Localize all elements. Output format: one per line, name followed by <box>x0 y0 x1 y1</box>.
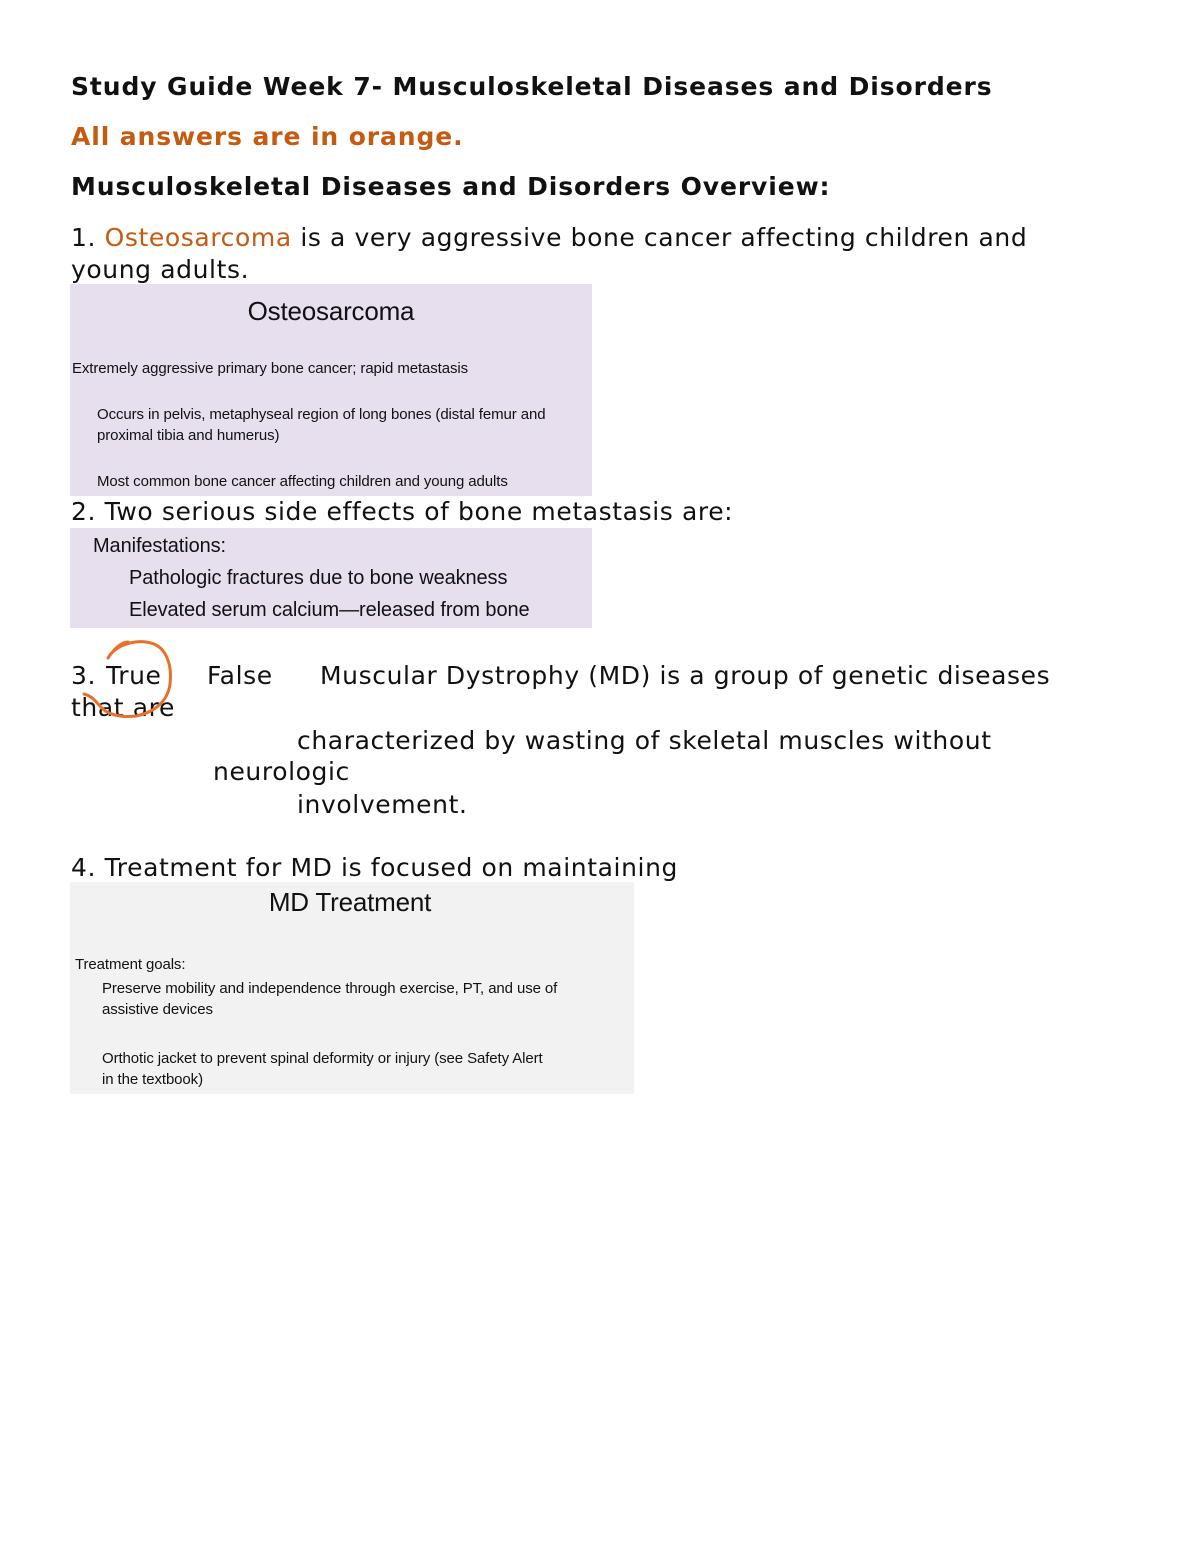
slide-bullet-cont: in the textbook) <box>102 1071 203 1088</box>
question-1-answer: Osteosarcoma <box>104 223 292 252</box>
slide-title: MD Treatment <box>268 887 432 917</box>
slide-bullet: Preserve mobility and independence through exercise, PT, and use of <box>102 980 558 997</box>
slide-bullet-cont: assistive devices <box>102 1001 213 1018</box>
question-3-text-cont: characterized by wasting of skeletal muscles without <box>297 726 992 755</box>
question-1-number: 1. <box>71 223 105 252</box>
slide-bullet-cont: proximal tibia and humerus) <box>97 427 280 444</box>
answers-note: All answers are in orange. <box>71 122 464 151</box>
false-option: False <box>207 661 273 690</box>
question-3-text-cont: involvement. <box>297 790 468 819</box>
slide-manifestations <box>70 528 592 628</box>
document-title: Study Guide Week 7- Musculoskeletal Diseases and Disorders <box>71 72 993 101</box>
slide-bullet: Most common bone cancer affecting children and young adults <box>97 473 508 490</box>
question-1-text: is a very aggressive bone cancer affecting children and <box>291 223 1028 252</box>
slide-line: Extremely aggressive primary bone cancer; rapid metastasis <box>72 360 469 377</box>
slide-heading: Treatment goals: <box>75 956 186 973</box>
question-3-text: Muscular Dystrophy (MD) is a group of genetic diseases <box>320 661 1051 690</box>
question-3-number: 3. <box>71 661 105 690</box>
question-1 <box>71 222 1027 254</box>
slide-title: Osteosarcoma <box>247 296 415 326</box>
slide-bullet: Orthotic jacket to prevent spinal deformity or injury (see Safety Alert <box>102 1050 543 1067</box>
question-4: 4. Treatment for MD is focused on maintaining <box>71 853 678 882</box>
slide-heading: Manifestations: <box>93 535 227 557</box>
slide-item: Elevated serum calcium—released from bone <box>129 599 530 621</box>
slide-item: Pathologic fractures due to bone weakness <box>129 567 508 589</box>
slide-md-treatment <box>70 882 634 1094</box>
slide-bullet: Occurs in pelvis, metaphyseal region of long bones (distal femur and <box>97 406 546 423</box>
question-1-text-cont: young adults. <box>71 255 250 284</box>
slide-osteosarcoma <box>70 284 592 496</box>
answer-circle-annotation <box>76 636 180 722</box>
true-option: True <box>106 661 162 690</box>
question-3-text-cont: that are <box>71 693 175 722</box>
question-3-text-cont: neurologic <box>213 757 350 786</box>
section-title: Musculoskeletal Diseases and Disorders Overview: <box>71 172 831 201</box>
question-2: 2. Two serious side effects of bone metastasis are: <box>71 497 734 526</box>
